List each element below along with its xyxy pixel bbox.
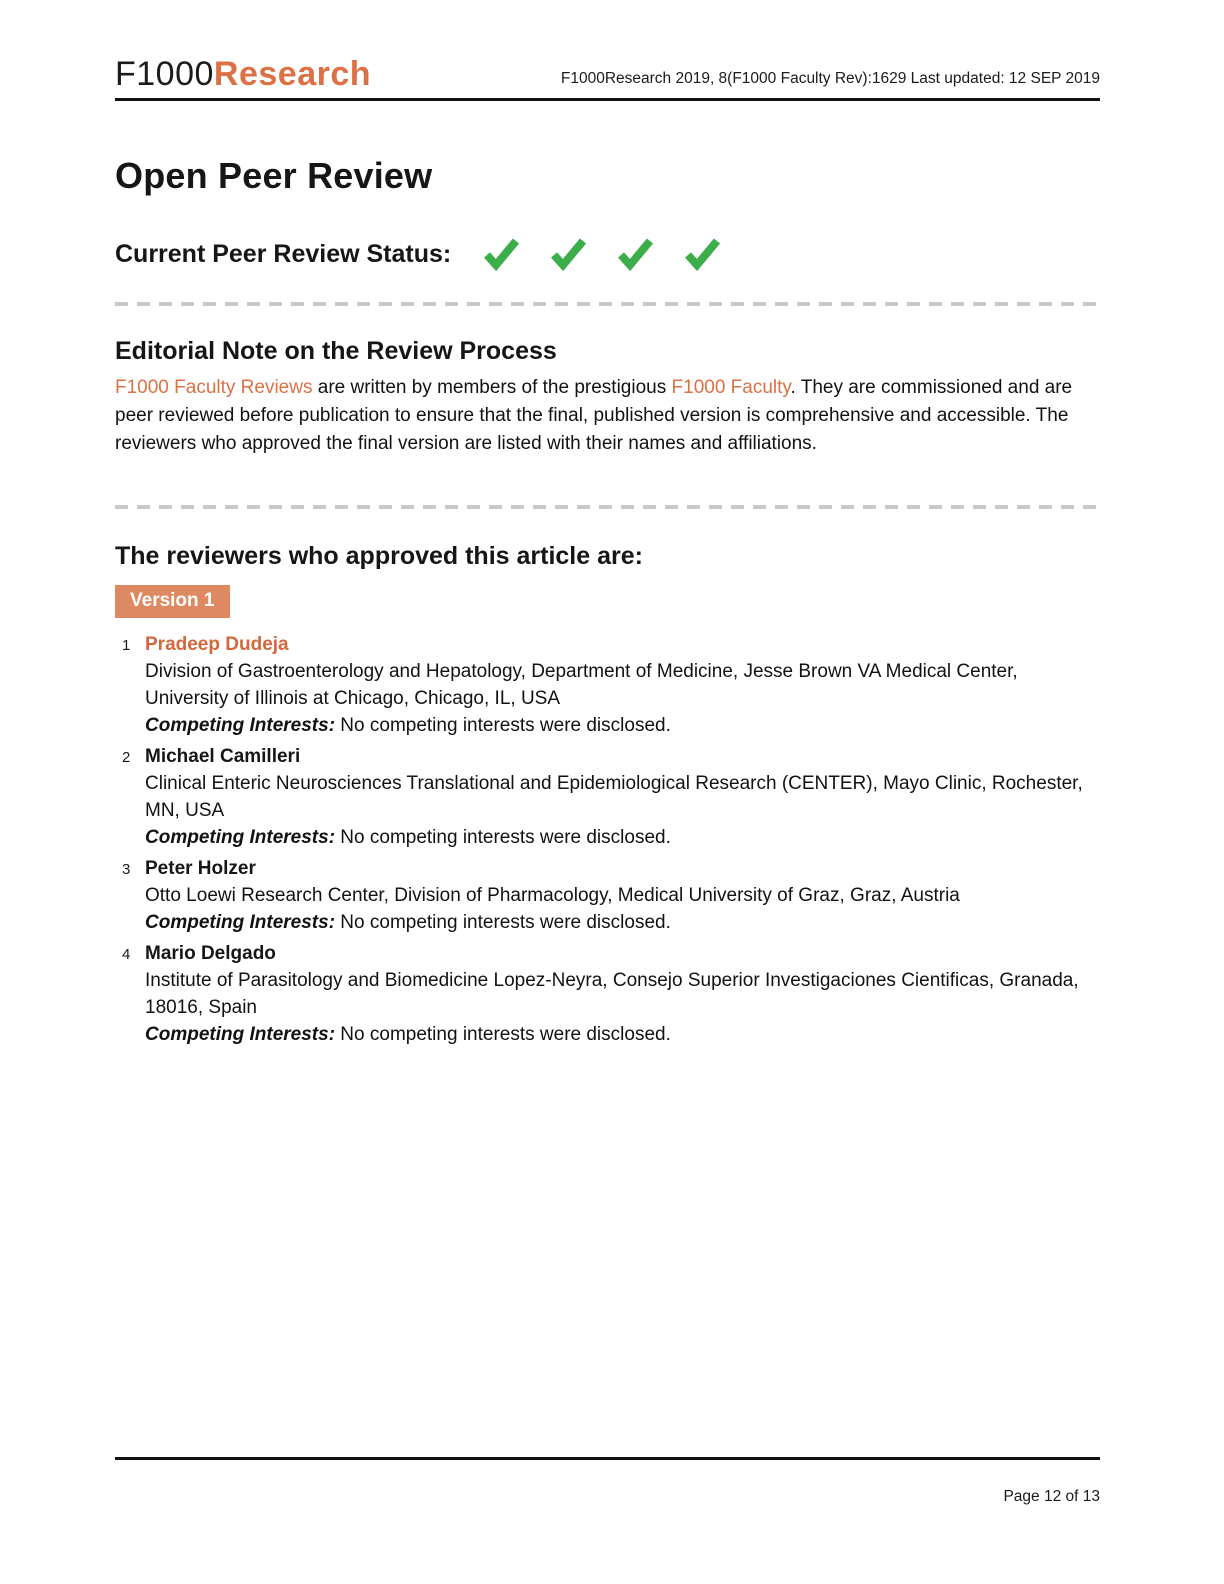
competing-interests-line — [145, 1021, 1100, 1048]
reviewer-list-item — [115, 940, 1100, 1048]
reviewer-name[interactable]: Michael Camilleri — [145, 746, 301, 767]
editorial-text-2: . They are commissioned and are peer reviewed before publication to ensure that the final, published version is comprehensive and accessible. The reviewers who approved the final version are listed with their names and affiliations. — [115, 377, 1073, 454]
competing-interests-line — [145, 712, 1100, 739]
reviewer-number: 4 — [122, 946, 131, 963]
editorial-note-title: Editorial Note on the Review Process — [115, 337, 557, 365]
reviewer-number: 1 — [122, 637, 131, 654]
page-title: Open Peer Review — [115, 155, 433, 196]
approved-check-icon — [617, 237, 654, 271]
reviewer-name[interactable]: Pradeep Dudeja — [145, 634, 289, 655]
approved-check-icon — [550, 237, 587, 271]
page-number: Page 12 of 13 — [1003, 1488, 1100, 1505]
peer-review-status-row — [115, 237, 1100, 271]
reviewers-list — [115, 631, 1100, 1048]
competing-interests-label: Competing Interests: — [145, 827, 336, 848]
version-badge: Version 1 — [115, 585, 230, 618]
reviewer-name[interactable]: Mario Delgado — [145, 943, 276, 964]
reviewer-details — [145, 743, 1100, 851]
approved-check-icon — [483, 237, 520, 271]
logo-suffix: Research — [213, 55, 372, 93]
reviewer-affiliation: Institute of Parasitology and Biomedicine Lopez-Neyra, Consejo Superior Investigaciones Cientificas, Granada, 18016, Spain — [145, 970, 1079, 1018]
reviewer-number: 3 — [122, 861, 131, 878]
approved-check-icon — [684, 237, 721, 271]
reviewers-section-title: The reviewers who approved this article are: — [115, 542, 643, 570]
f1000-faculty-reviews-link[interactable]: F1000 Faculty Reviews — [115, 377, 313, 398]
reviewer-list-item — [115, 743, 1100, 851]
dashed-divider-bottom — [115, 505, 1100, 509]
reviewer-list-item — [115, 855, 1100, 936]
competing-interests-line — [145, 824, 1100, 851]
competing-interests-text: No competing interests were disclosed. — [335, 1024, 671, 1045]
dashed-divider-top — [115, 302, 1100, 306]
competing-interests-label: Competing Interests: — [145, 912, 336, 933]
peer-review-status-label: Current Peer Review Status: — [115, 239, 452, 268]
competing-interests-text: No competing interests were disclosed. — [335, 715, 671, 736]
competing-interests-label: Competing Interests: — [145, 1024, 336, 1045]
review-status-checks — [483, 237, 721, 271]
reviewer-details — [145, 631, 1100, 739]
f1000-faculty-link[interactable]: F1000 Faculty — [671, 377, 791, 398]
reviewer-list-item — [115, 631, 1100, 739]
competing-interests-line — [145, 909, 1100, 936]
editorial-text-1: are written by members of the prestigious — [312, 377, 672, 398]
reviewer-number: 2 — [122, 749, 131, 766]
logo-prefix: F1000 — [115, 55, 214, 93]
footer-divider — [115, 1457, 1100, 1460]
reviewer-affiliation: Otto Loewi Research Center, Division of Pharmacology, Medical University of Graz, Graz, Austria — [145, 885, 960, 906]
f1000research-logo — [115, 57, 371, 91]
header-divider — [115, 98, 1100, 101]
article-citation: F1000Research 2019, 8(F1000 Faculty Rev):1629 Last updated: 12 SEP 2019 — [560, 70, 1100, 87]
competing-interests-label: Competing Interests: — [145, 715, 336, 736]
reviewer-name[interactable]: Peter Holzer — [145, 858, 256, 879]
reviewer-details — [145, 940, 1100, 1048]
page-header — [115, 57, 1100, 91]
reviewer-details — [145, 855, 1100, 936]
reviewer-affiliation: Division of Gastroenterology and Hepatology, Department of Medicine, Jesse Brown VA Medical Center, University of Illinois at Chicago, Chicago, IL, USA — [145, 661, 1018, 709]
competing-interests-text: No competing interests were disclosed. — [335, 912, 671, 933]
reviewer-affiliation: Clinical Enteric Neurosciences Translational and Epidemiological Research (CENTER), Mayo Clinic, Rochester, MN, USA — [145, 773, 1083, 821]
competing-interests-text: No competing interests were disclosed. — [335, 827, 671, 848]
editorial-note-paragraph — [115, 374, 1100, 458]
